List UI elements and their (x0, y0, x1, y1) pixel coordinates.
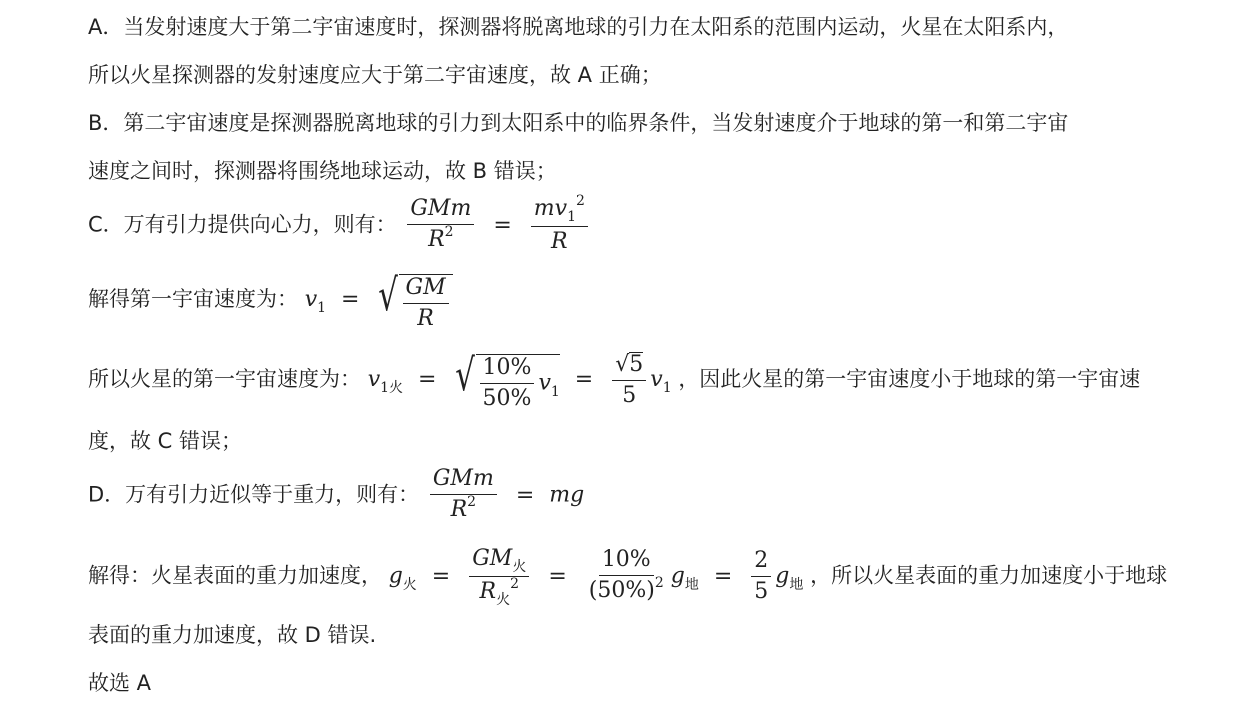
mars-first-cosmic-velocity-line: 所以火星的第一宇宙速度为： $v_{1火}$ = √ $\frac{10\%}{50\%}$ $v_1$ = √ 5 5 $v_1$ ，因此火星的第一宇宙速度小于地球的第一宇宙速 (88, 350, 1141, 411)
gravity-weight-equation: $\frac{\text{GMm}}{R^2}$ = mg (426, 466, 584, 525)
sqrt-gm-over-r: √ $\frac{GM}{R}$ (374, 268, 452, 332)
fraction-mv2-over-r: $\frac{mv_1^2}{R}$ (531, 196, 588, 255)
first-cosmic-velocity-line: 解得第一宇宙速度为： $v_1$ = √ $\frac{GM}{R}$ (88, 268, 453, 332)
option-d-line-3: 表面的重力加速度，故 D 错误. (88, 623, 377, 647)
option-c-line-4: 度，故 C 错误； (88, 429, 243, 453)
option-c-line-1 (88, 193, 592, 255)
option-b-line-1: B．第二宇宙速度是探测器脱离地球的引力到太阳系中的临界条件，当发射速度介于地球的第一和第二宇宙 (88, 111, 1069, 135)
fraction-gmm-over-r2: $\frac{\text{GMm}}{R^2}$ (407, 196, 474, 255)
option-a-line-2: 所以火星探测器的发射速度应大于第二宇宙速度，故 A 正确； (88, 63, 662, 87)
final-answer: 故选 A (88, 671, 152, 695)
mars-gravity-line: 解得：火星表面的重力加速度， $g_火$ = $\frac{GM_火}{R_火^2}$ = $\frac{10\%}{(50\%)^2}$ $g_地$ = $\frac{2}{5}$ $g_地$ ，所以火星表面的重力加速度小于地球 (88, 546, 1168, 608)
gravity-centripetal-equation: $\frac{\text{GMm}}{R^2}$ = $\frac{mv_1^2}{R}$ (403, 196, 592, 255)
option-b-line-2: 速度之间时，探测器将围绕地球运动，故 B 错误； (88, 159, 557, 183)
mars-gravity-formula: $g_火$ = $\frac{GM_火}{R_火^2}$ = $\frac{10\%}{(50\%)^2}$ $g_地$ = $\frac{2}{5}$ $g_地$ (388, 546, 804, 608)
option-c-prefix: C．万有引力提供向心力，则有： (88, 212, 397, 237)
first-cosmic-velocity-formula: $v_1$ = √ $\frac{GM}{R}$ (305, 268, 453, 332)
option-d-line-1: D．万有引力近似等于重力，则有： $\frac{\text{GMm}}{R^2}$ = mg (88, 466, 584, 525)
option-a-line-1: A．当发射速度大于第二宇宙速度时，探测器将脱离地球的引力在太阳系的范围内运动，火星在太阳系内， (88, 15, 1069, 39)
mars-velocity-formula: $v_{1火}$ = √ $\frac{10\%}{50\%}$ $v_1$ = √ 5 5 $v_1$ (367, 350, 672, 411)
